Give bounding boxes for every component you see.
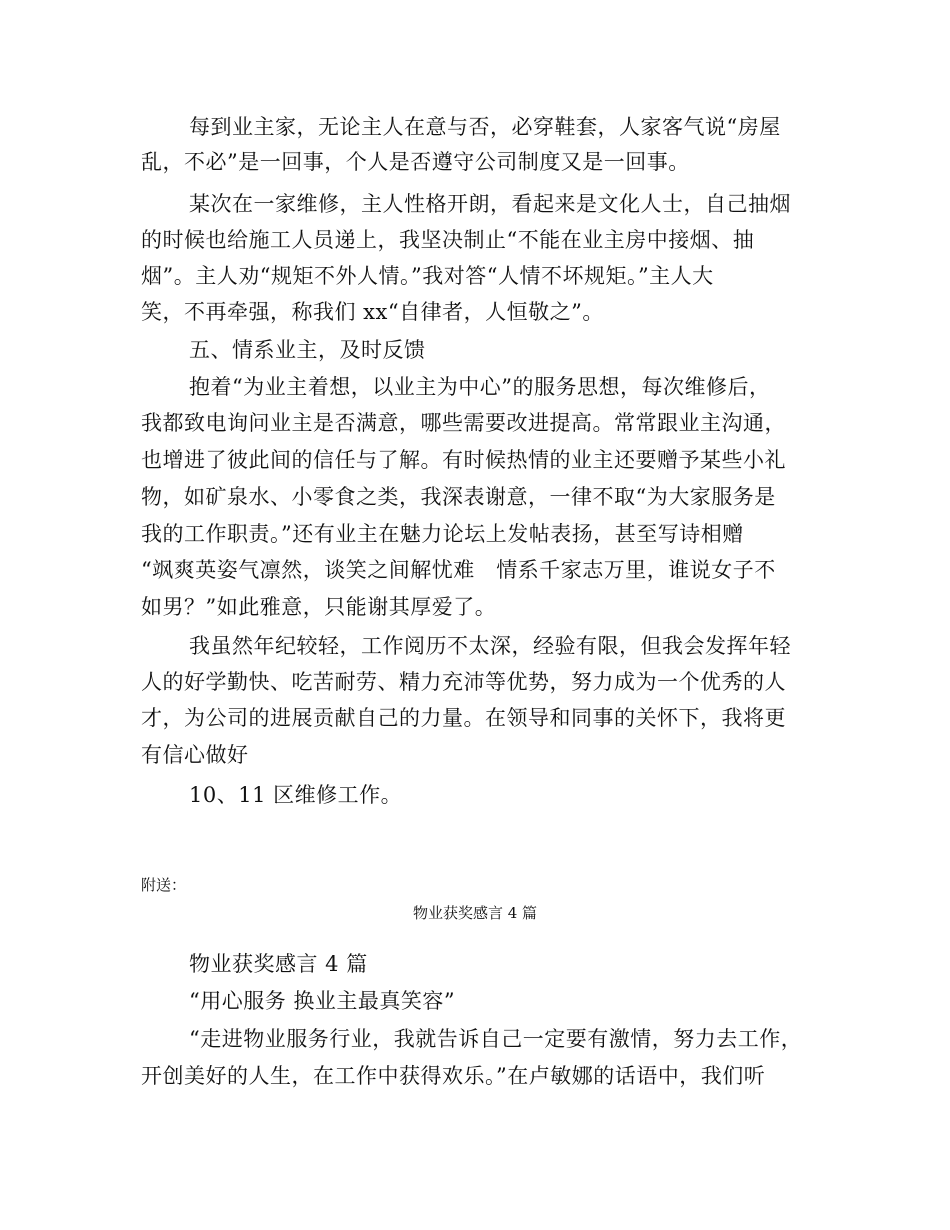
paragraph-line: 某次在一家维修，主人性格开朗，看起来是文化人士，自己抽烟 xyxy=(189,192,791,216)
paragraph-line: 烟”。主人劝“规矩不外人情。”我对答“人情不坏规矩。”主人大 xyxy=(141,264,714,288)
appendix-label: 附送： xyxy=(141,876,187,894)
paragraph-line: 我的工作职责。”还有业主在魅力论坛上发帖表扬，甚至写诗相赠 xyxy=(141,522,744,546)
section-heading: 五、情系业主，及时反馈 xyxy=(189,338,426,362)
paragraph-line: 物，如矿泉水、小零食之类，我深表谢意，一律不取“为大家服务是 xyxy=(141,485,776,509)
paragraph-line: 乱，不必”是一回事，个人是否遵守公司制度又是一回事。 xyxy=(141,150,690,174)
paragraph-line: 如男？”如此雅意，只能谢其厚爱了。 xyxy=(141,595,497,619)
paragraph-line: 10、11 区维修工作。 xyxy=(189,783,403,807)
paragraph-line: 才，为公司的进展贡献自己的力量。在领导和同事的关怀下，我将更 xyxy=(141,706,786,730)
paragraph-line: 人的好学勤快、吃苦耐劳、精力充沛等优势，努力成为一个优秀的人 xyxy=(141,670,786,694)
paragraph-line: 抱着“为业主着想，以业主为中心”的服务思想，每次维修后， xyxy=(189,375,771,399)
paragraph-line: 笑，不再牵强，称我们 xx“自律者，人恒敬之”。 xyxy=(141,300,604,324)
paragraph-line: 每到业主家，无论主人在意与否，必穿鞋套，人家客气说“房屋 xyxy=(189,115,781,139)
paragraph-line: 有信心做好 xyxy=(141,743,249,767)
paragraph-line: “用心服务 换业主最真笑容” xyxy=(189,989,456,1013)
paragraph-line: 我都致电询问业主是否满意，哪些需要改进提高。常常跟业主沟通， xyxy=(141,411,786,435)
paragraph-line: 开创美好的人生，在工作中获得欢乐。”在卢敏娜的话语中，我们听 xyxy=(141,1064,766,1088)
paragraph-line: 物业获奖感言 4 篇 xyxy=(189,952,368,976)
paragraph-line: 我虽然年纪较轻，工作阅历不太深，经验有限，但我会发挥年轻 xyxy=(189,634,791,658)
paragraph-line: “飒爽英姿气凛然，谈笑之间解忧难 情系千家志万里，谁说女子不 xyxy=(141,558,776,582)
paragraph-line: “走进物业服务行业，我就告诉自己一定要有激情，努力去工作， xyxy=(189,1027,803,1051)
paragraph-line: 也增进了彼此间的信任与了解。有时候热情的业主还要赠予某些小礼 xyxy=(141,448,786,472)
appendix-title: 物业获奖感言 4 篇 xyxy=(412,904,538,922)
paragraph-line: 的时候也给施工人员递上，我坚决制止“不能在业主房中接烟、抽 xyxy=(141,228,755,252)
